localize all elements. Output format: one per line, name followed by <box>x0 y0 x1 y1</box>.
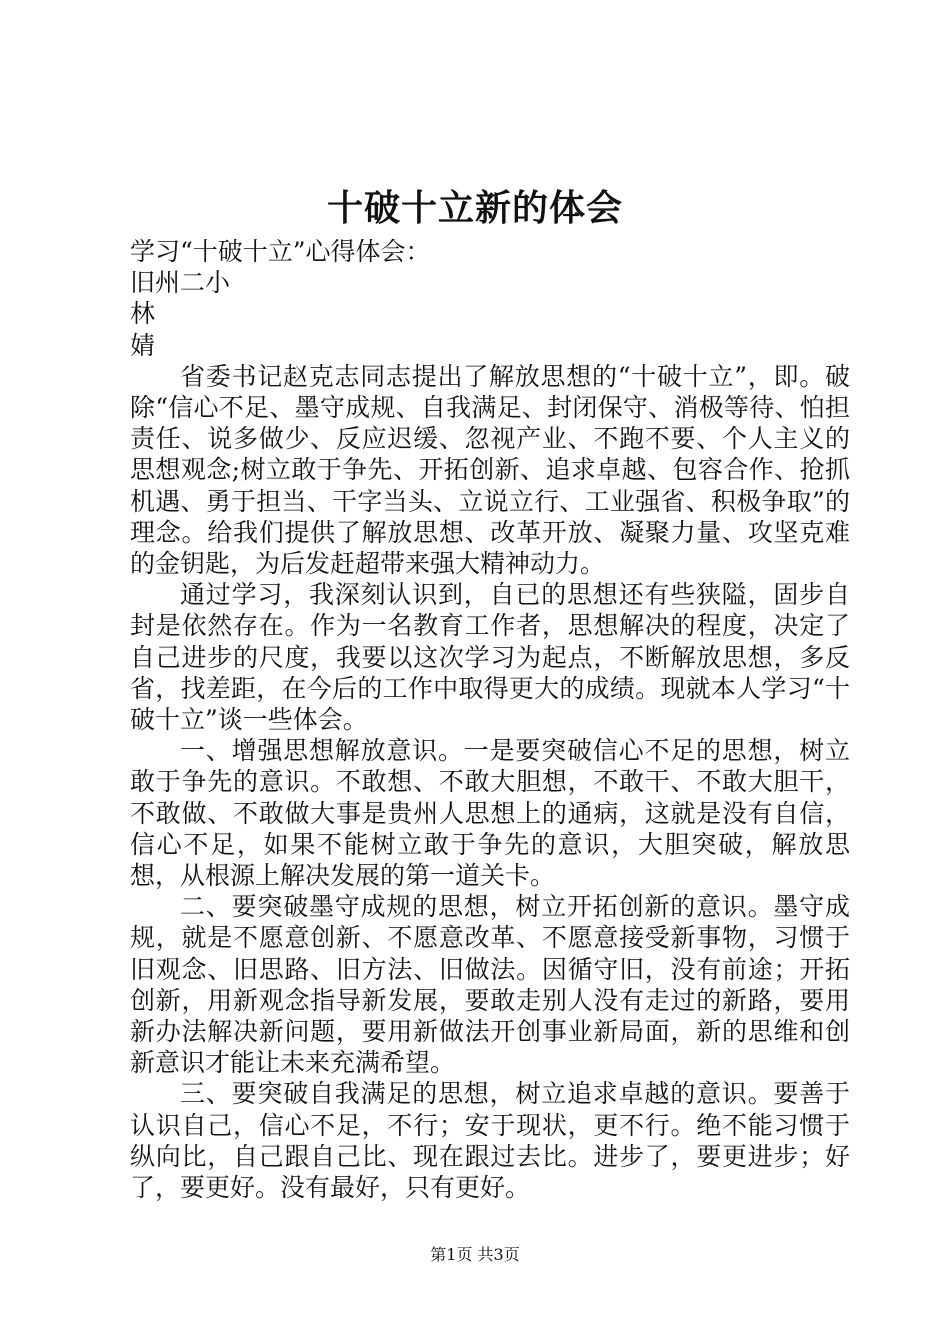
document-body <box>130 236 850 1203</box>
document-title: 十破十立新的体会 <box>326 187 623 229</box>
subtitle-line: 学习“十破十立”心得体会： <box>130 237 431 266</box>
author-surname: 林 <box>130 299 156 329</box>
paragraph-point-two: 二、要突破墨守成规的思想，树立开拓创新的意识。墨守成规，就是不愿意创新、不愿意改革、不愿意接受新事物，习惯于旧观念、旧思路、旧方法、旧做法。因循守旧，没有前途；开拓创新，用新观念指导新发展，要敢走别人没有走过的新路，要用新办法解决新问题，要用新做法开创事业新局面，新的思维和创新意识才能让未来充满希望。 <box>130 892 850 1078</box>
page-number: 第1页 共3页 <box>430 1245 520 1264</box>
paragraph-reflection: 通过学习，我深刻认识到，自已的思想还有些狭隘，固步自封是依然存在。作为一名教育工作者，思想解决的程度，决定了自己进步的尺度，我要以这次学习为起点，不断解放思想，多反省，找差距，在今后的工作中取得更大的成绩。现就本人学习“十破十立”谈一些体会。 <box>130 580 850 735</box>
paragraph-intro: 省委书记赵克志同志提出了解放思想的“十破十立”，即。破除“信心不足、墨守成规、自我满足、封闭保守、消极等待、怕担责任、说多做少、反应迟缓、忽视产业、不跑不要、个人主义的思想观念;树立敢于争先、开拓创新、追求卓越、包容合作、抢抓机遇、勇于担当、干字当头、立说立行、工业强省、积极争取”的理念。给我们提供了解放思想、改革开放、凝聚力量、攻坚克难的金钥匙，为后发赶超带来强大精神动力。 <box>130 361 850 579</box>
paragraph-point-one: 一、增强思想解放意识。一是要突破信心不足的思想，树立敢于争先的意识。不敢想、不敢大胆想，不敢干、不敢大胆干，不敢做、不敢做大事是贵州人思想上的通病，这就是没有自信，信心不足，如果不能树立敢于争先的意识，大胆突破，解放思想，从根源上解决发展的第一道关卡。 <box>130 736 850 891</box>
paragraph-point-three: 三、要突破自我满足的思想，树立追求卓越的意识。要善于认识自己，信心不足，不行；安于现状，更不行。绝不能习惯于纵向比，自己跟自己比、现在跟过去比。进步了，要更进步；好了，要更好。没有最好，只有更好。 <box>130 1079 850 1203</box>
author-given-name: 婧 <box>130 330 156 360</box>
school-name: 旧州二小 <box>130 268 231 298</box>
